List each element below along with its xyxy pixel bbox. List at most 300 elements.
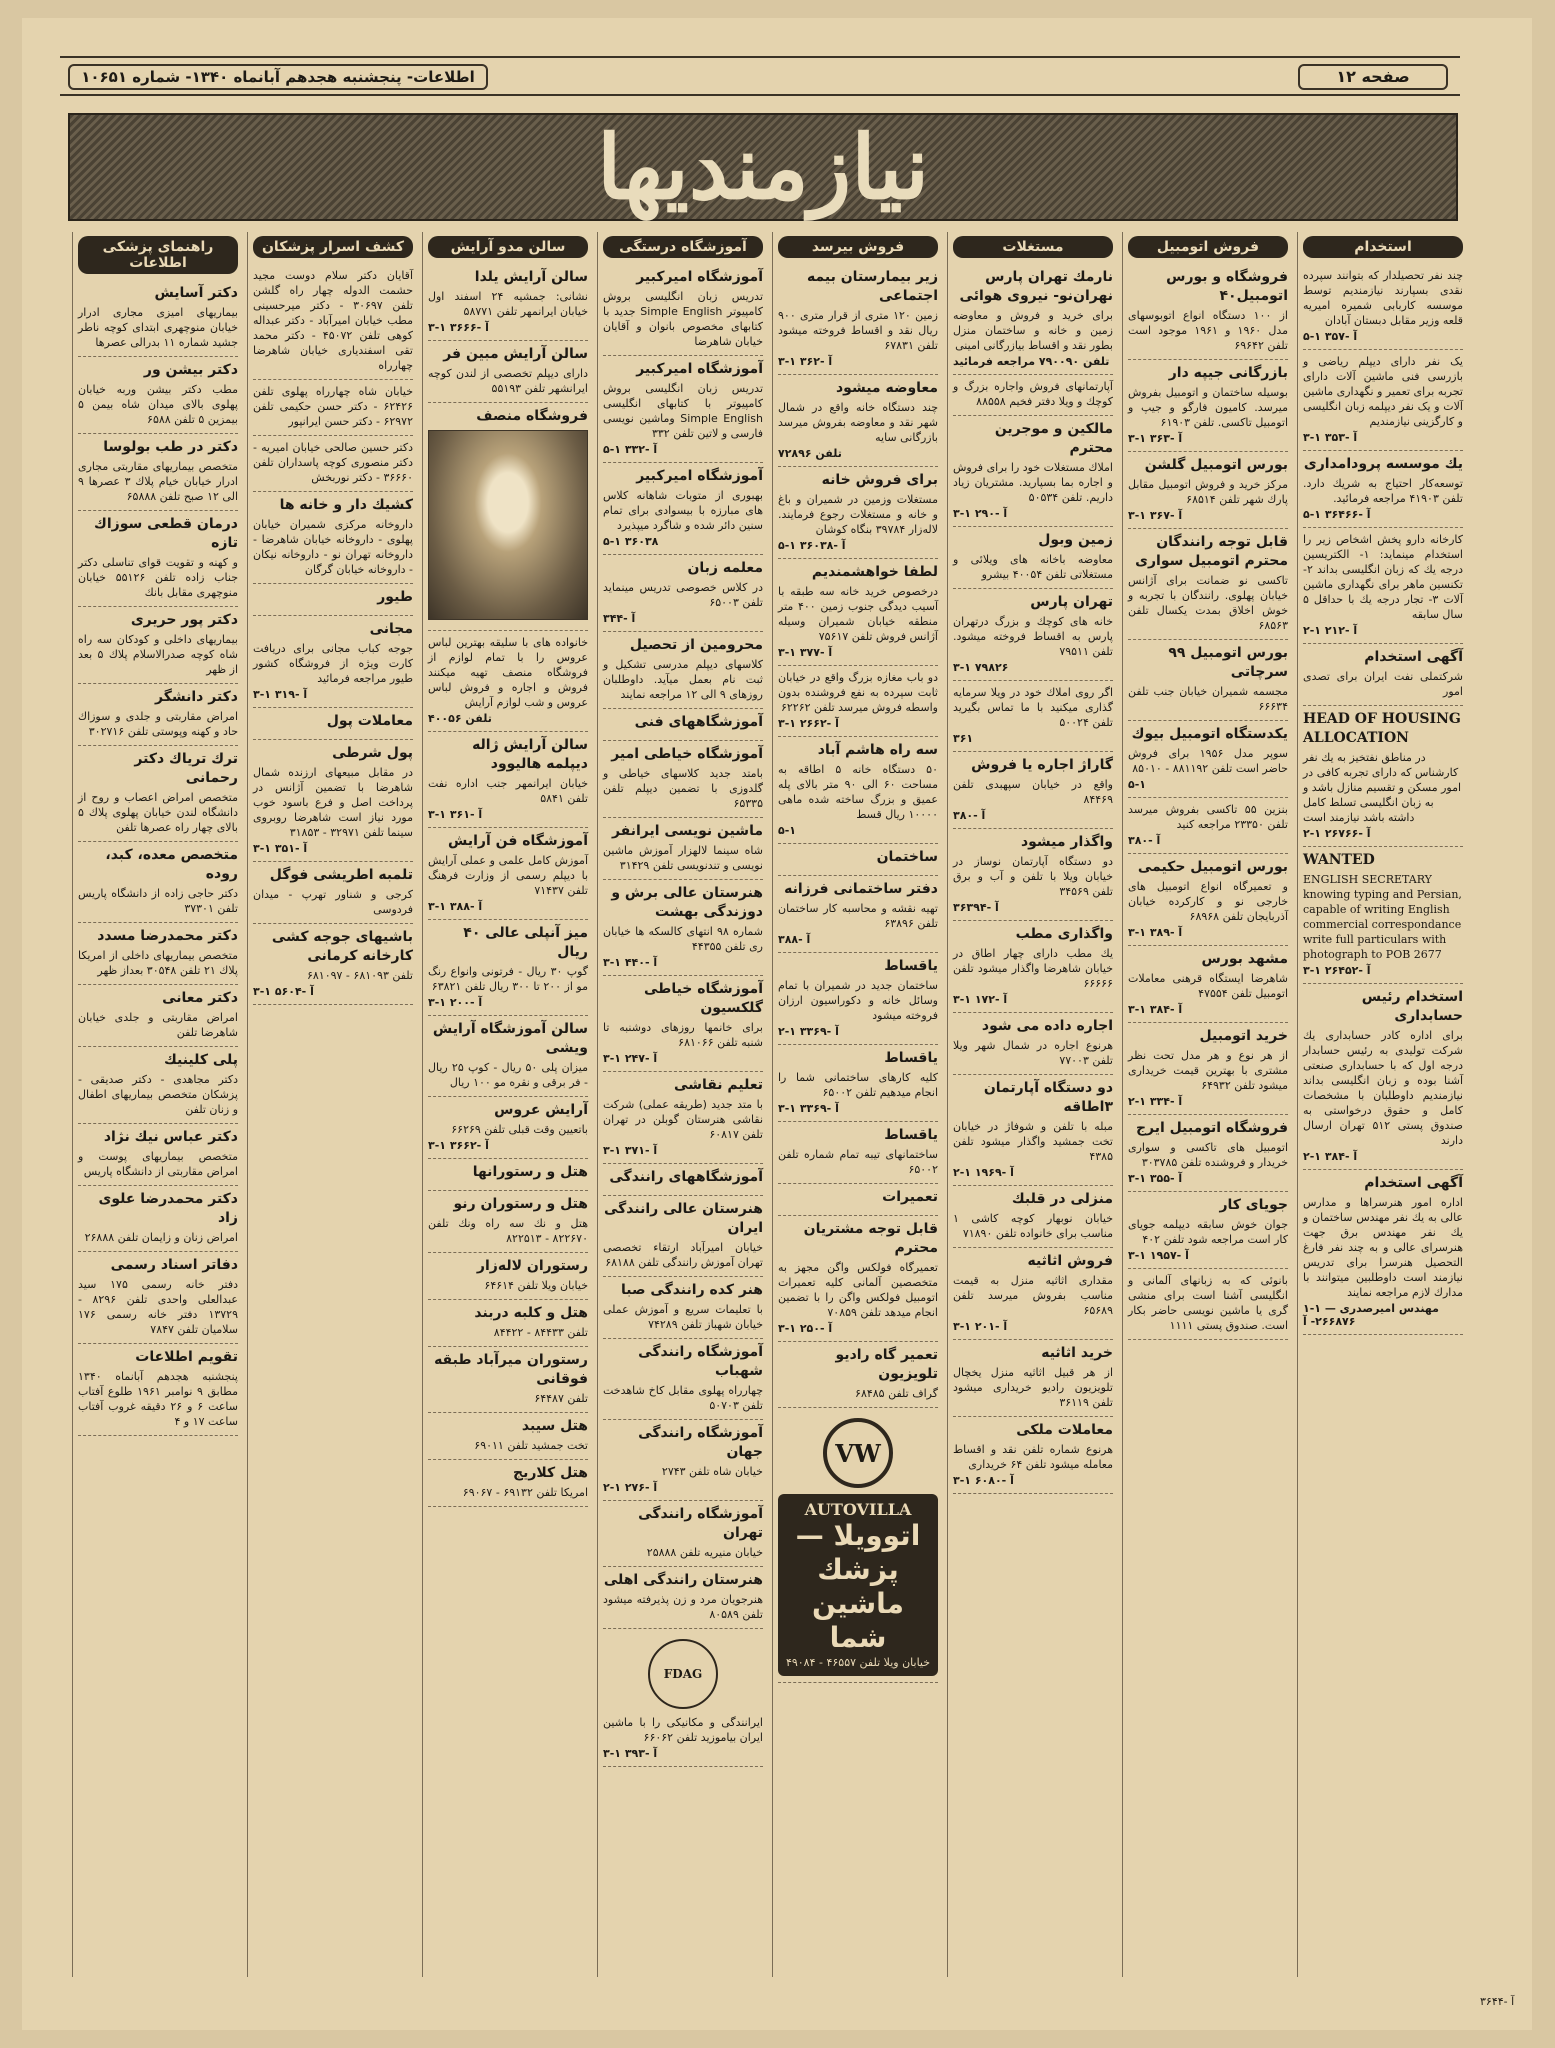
ad-text: بانوئی که به زبانهای آلمانی و انگلیسی آشنا است برای منشی گری یا ماشین نویسی حاضر بکار است. صندوق پستی ۱۱۱۱ xyxy=(1128,1274,1288,1332)
classified-ad xyxy=(1128,360,1288,452)
classified-ad xyxy=(953,1075,1113,1186)
ad-code: ۵-۱ ۳۶۴۶۶- آ xyxy=(1303,508,1371,521)
ad-title: معاملات ملکی xyxy=(1016,1422,1113,1438)
footer-mark: ۳۶۴۴- آ xyxy=(1480,1995,1515,2008)
ad-code: مهندس امیرصدری — ۱-۱ ۲۶۶۸۷۶- آ xyxy=(1303,1302,1439,1328)
ad-code: ۳-۱ ۳۱۹- آ xyxy=(253,688,308,701)
ad-title: اجاره داده می شود xyxy=(981,1018,1113,1034)
ad-title: یاقساط xyxy=(884,1050,938,1066)
ad-code: ۳-۱ ۲۶۴۵۲- آ xyxy=(1303,964,1371,977)
classified-ad xyxy=(603,1277,763,1339)
ad-title: سالن آرایش مبین فر xyxy=(443,346,588,362)
ad-text: هرنوع اجاره در شمال شهر ویلا تلفن ۷۷۰۰۳ xyxy=(953,1039,1113,1067)
classified-ad xyxy=(953,681,1113,752)
ad-columns xyxy=(68,232,1468,1977)
classified-ad xyxy=(778,1122,938,1184)
ad-text: امراض مقاربتی و جلدی خیابان شاهرضا تلفن xyxy=(78,1011,238,1039)
ad-text: خیابان نوبهار کوچه کاشی ۱ مناسب برای خانواده تلفن ۷۱۸۹۰ xyxy=(953,1212,1113,1240)
classified-ad xyxy=(953,1340,1113,1417)
column-heading: کشف اسرار پزشکان xyxy=(253,236,413,258)
ad-column xyxy=(947,232,1118,1977)
ad-text: کلاسهای دیپلم مدرسی تشکیل و ثبت نام بعمل میآید. داوطلبان روزهای ۹ الی ۱۲ مراجعه نمایند xyxy=(603,658,763,701)
ad-code: ۳-۱ ۳۷۷- آ xyxy=(778,646,833,659)
classified-ad xyxy=(1303,706,1463,847)
ad-text: تلفن ۸۴۴۳۳ - ۸۴۴۲۲ xyxy=(493,1326,588,1339)
classified-ad xyxy=(78,434,238,511)
ad-text: آموزش کامل علمی و عملی آرایش با دیپلم رسمی از وزارت فرهنگ تلفن ۷۱۴۳۷ xyxy=(428,854,588,897)
fdag-logo-icon: FDAG xyxy=(648,1639,718,1709)
classified-ad xyxy=(778,1045,938,1122)
ad-code: ۳-۱ ۲۰۰- آ xyxy=(428,996,483,1009)
ad-title: دفتر ساختمانی فرزانه xyxy=(784,881,938,897)
ad-text: تدریس زبان انگلیسی بروش کامپیوتر Simple English جدید با کتابهای مخصوص بانوان و آقایان خیابان شاهرضا xyxy=(603,290,763,348)
ad-text: داروخانه مرکزی شمیران خیابان پهلوی - داروخانه خیابان شاهرضا - داروخانه تهران نو - داروخانه نیکان - داروخانه خیابان گرگان xyxy=(253,518,413,576)
page-number: صفحه ۱۲ xyxy=(1298,64,1448,90)
classified-ad xyxy=(953,589,1113,681)
ad-text: هتل و نك سه راه ونك تلفن ۸۲۲۶۷۰ - ۸۲۲۵۱۳ xyxy=(428,1217,588,1245)
classified-ad xyxy=(428,732,588,828)
ad-title: مالکین و موجرین محترم xyxy=(994,421,1113,456)
ad-title: تقویم اطلاعات xyxy=(135,1349,238,1365)
classified-ad xyxy=(778,264,938,375)
ad-code: ۲-۱ ۳۳۶۹- آ xyxy=(778,1025,839,1038)
masthead-banner xyxy=(68,113,1458,221)
ad-code: ۳-۱ ۳۵۳- آ xyxy=(1303,431,1358,444)
ad-text: مبله با تلفن و شوفاژ در خیابان تخت جمشید واگذار میشود تلفن ۴۳۸۵ xyxy=(953,1120,1113,1163)
ad-code: ۳-۱ ۲۴۷- آ xyxy=(603,1052,658,1065)
classified-ad xyxy=(953,1248,1113,1340)
ad-column xyxy=(772,232,943,1977)
ad-text: امراض مقاربتی و جلدی و سوزاك حاد و کهنه وپوستی تلفن ۳۰۲۷۱۶ xyxy=(78,710,238,738)
classified-ad xyxy=(1303,644,1463,706)
classified-ad xyxy=(778,559,938,666)
ad-code: ۵-۱ ۳۳۲- آ xyxy=(603,443,658,456)
ad-text: کارخانه دارو پخش اشخاص زیر را استخدام مینماید: ۱- الکتریسین درجه یك که زبان انگلیسی بداند ۲- تکنسین ماهر برای نگهداری ماشین آلات ۳- تجار درجه یك با حداقل ۵ سال سابقه xyxy=(1303,533,1463,621)
ad-title: فروشگاه اتومبیل ایرج xyxy=(1135,1120,1288,1136)
ad-title: هنرستان عالی رانندگی ایران xyxy=(603,1201,763,1236)
classified-ad xyxy=(253,492,413,584)
classified-ad xyxy=(78,607,238,684)
ad-title: مشهد بورس xyxy=(1201,951,1288,967)
classified-ad xyxy=(428,1253,588,1300)
classified-ad xyxy=(78,1047,238,1124)
ad-title: منزلی در قلبك xyxy=(1011,1191,1113,1207)
ad-text: املاك مستغلات خود را برای فروش و اجاره بما بسپارید. مشتریان زیاد داریم. تلفن ۵۰۵۳۴ xyxy=(953,461,1113,504)
ad-code: ۳-۱ ۳۷۱- آ xyxy=(603,1144,658,1157)
ad-code: ۵-۱ xyxy=(1128,778,1146,791)
ad-title: بورس اتومبیل گلشن xyxy=(1144,457,1288,473)
ad-title: آموزشگاه خیاطی امیر xyxy=(611,746,763,762)
classified-ad xyxy=(253,924,413,1005)
volkswagen-logo-icon: VW xyxy=(823,1418,893,1488)
classified-ad xyxy=(78,923,238,985)
ad-text: بامتد جدید کلاسهای خیاطی و گلدوزی با تضمین دیپلم تلفن ۶۵۳۳۵ xyxy=(603,767,763,810)
classified-ad xyxy=(778,953,938,1045)
ad-title: نارمك تهران پارس نهران‌نو- نیروی هوائی xyxy=(959,269,1113,304)
ad-text: دارای دیپلم تخصصی از لندن کوچه ایرانشهر تلفن ۵۵۱۹۳ xyxy=(428,367,588,395)
ad-text: دکتر مجاهدی - دکتر صدیقی - پزشکان متخصص بیماریهای اطفال و زنان تلفن xyxy=(78,1073,238,1116)
classified-ad xyxy=(1128,640,1288,721)
ad-code: ۲-۱ ۲۱۲- آ xyxy=(1303,624,1358,637)
classified-ad xyxy=(953,829,1113,921)
ad-title: آگهی استخدام xyxy=(1364,1175,1463,1191)
ad-title: پول شرطی xyxy=(332,745,413,761)
classified-ad xyxy=(1128,452,1288,529)
ad-code: ۳-۱ ۲۵۰- آ xyxy=(778,1322,833,1335)
ad-text: معاوضه باخانه های ویلائی و مستغلاتی تلفن ۴۰۰۵۴ بیشرو xyxy=(953,553,1113,581)
ad-text: تهیه نقشه و محاسبه کار ساختمان تلفن ۶۳۸۹۶ xyxy=(778,902,938,930)
classified-ad xyxy=(428,1300,588,1347)
ad-title: واگذاری مطب xyxy=(1015,926,1113,942)
classified-ad xyxy=(953,1417,1113,1494)
ad-title: زمین وبول xyxy=(1038,532,1113,548)
autovilla-phone: خیابان ویلا تلفن ۴۶۵۵۷ - ۴۹۰۸۴ xyxy=(785,1656,931,1669)
column-heading: راهنمای پزشکی اطلاعات xyxy=(78,236,238,274)
ad-title: دکتر محمدرضا علوی زاد xyxy=(98,1191,238,1226)
classified-ad xyxy=(603,1164,763,1196)
ad-code: ۲-۱ ۱۹۶۹- آ xyxy=(953,1166,1014,1179)
ad-title: دکتر آسایش xyxy=(154,285,238,301)
ad-code: ۳-۱ ۳۵۵- آ xyxy=(1128,1172,1183,1185)
ad-title: دفاتر اسناد رسمی xyxy=(110,1257,238,1273)
classified-ad xyxy=(1128,264,1288,360)
ad-code: ۳-۱ ۵۶۰۴- آ xyxy=(253,985,314,998)
classified-ad xyxy=(778,375,938,467)
ad-code: تلفن ۷۹۰۰۹۰ مراجعه فرمائید xyxy=(953,355,1110,368)
ad-text: مقداری اثاثیه منزل به قیمت مناسب بفروش میرسد تلفن ۶۵۶۸۹ xyxy=(953,1274,1113,1317)
ad-title: فروش اثاثیه xyxy=(1027,1253,1113,1269)
ad-text: بیماریهای داخلی و کودکان سه راه شاه کوچه صدرالاسلام پلاك ۵ بعد از ظهر xyxy=(78,633,238,676)
ad-title: قابل توجه مشتریان محترم xyxy=(803,1221,938,1256)
classified-ad xyxy=(603,976,763,1072)
ad-title: درمان قطعی سوزاك تازه xyxy=(94,516,238,551)
ad-text: هرنوع شماره تلفن نقد و اقساط معامله میشود تلفن ۶۴ خریداری xyxy=(953,1443,1113,1471)
ad-title: یاقساط xyxy=(884,1127,938,1143)
ad-code: ۵-۱ ۳۵۷- آ xyxy=(1303,330,1358,343)
classified-ad xyxy=(1128,946,1288,1023)
ad-title: مجانی xyxy=(369,621,413,637)
ad-column xyxy=(1297,232,1468,1977)
ad-text: بوسیله ساختمان و اتومبیل بفروش میرسد. کامیون فارگو و جیپ و اتومبیل تاکسی. تلفن ۶۱۹۰۳ xyxy=(1128,386,1288,429)
classified-ad xyxy=(603,356,763,463)
classified-ad xyxy=(603,1339,763,1420)
ad-title: آموزشگاه امیرکبیر xyxy=(636,361,763,377)
ad-title: آموزشگاههای فنی xyxy=(634,714,763,730)
ad-code: ۳-۱ ۲۰۱- آ xyxy=(953,1320,1008,1333)
ad-code: ۳-۱ ۳۸۸- آ xyxy=(428,900,483,913)
column-heading: فروش اتومبیل xyxy=(1128,236,1288,258)
classified-ad xyxy=(78,1252,238,1344)
ad-code: ۳-۱ ۳۹۳- آ xyxy=(603,1747,658,1760)
ad-text: نشانی: جمشیه ۲۴ اسفند اول خیابان ایرانمهر تلفن ۵۸۷۷۱ xyxy=(428,290,588,318)
classified-ad xyxy=(428,1347,588,1413)
classified-ad xyxy=(78,1344,238,1436)
classified-ad xyxy=(253,616,413,708)
ad-title: دکتر بیشن ور xyxy=(143,362,238,378)
ad-text: از هر قبیل اثاثیه منزل یخچال تلویزیون رادیو خریداری میشود تلفن ۳۶۱۱۹ xyxy=(953,1366,1113,1409)
ad-title: دکتر محمدرضا مسدد xyxy=(97,928,238,944)
ad-text: بهبوری از متوبات شاهانه کلاس های مبارزه با بیسوادی برای تمام سنین دائر شده و شاگرد میپذیرد xyxy=(603,489,763,532)
ad-code: ۳۸۰- آ xyxy=(1128,834,1161,847)
ad-title: هنر کده رانندگی صبا xyxy=(621,1282,763,1298)
classified-ad xyxy=(253,708,413,740)
classified-ad xyxy=(603,1196,763,1277)
ad-code: ۲-۱ ۲۷۶- آ xyxy=(603,1481,658,1494)
classified-ad xyxy=(603,1567,763,1629)
classified-ad xyxy=(603,264,763,356)
classified-ad xyxy=(778,666,938,737)
ad-code: ۳-۱ ۳۸۹- آ xyxy=(1128,926,1183,939)
classified-ad xyxy=(1128,798,1288,854)
ad-text: متخصص بیماریهای پوست و امراض مقاربتی از دانشگاه پاریس xyxy=(78,1150,238,1178)
issue-line: اطلاعات- پنجشنبه هجدهم آبانماه ۱۳۴۰- شماره ۱۰۶۵۱ xyxy=(68,64,488,90)
ad-code: ۳۶۱ xyxy=(953,732,974,745)
ad-code: ۵-۱ ۳۶۰۳۸ xyxy=(603,535,659,548)
ad-text: سوپر مدل ۱۹۵۶ برای فروش حاضر است تلفن ۸۸۱۱۹۲ - ۸۵۰۱۰ xyxy=(1128,747,1288,775)
ad-title: بورس اتومبیل ۹۹ سرچاتی xyxy=(1168,645,1288,680)
column-heading: فروش بیرسد xyxy=(778,236,938,258)
classified-ad xyxy=(78,280,238,357)
classified-ad xyxy=(603,1501,763,1567)
ad-text: شاه سینما لالهزار آموزش ماشین نویسی و تندنویسی تلفن ۳۱۴۲۹ xyxy=(603,844,763,872)
ad-text: اگر روی املاك خود در ویلا سرمایه گذاری میکنید با ما تماس بگیرید تلفن ۵۰۰۲۴ xyxy=(953,686,1113,729)
classified-ad xyxy=(778,844,938,876)
ad-column xyxy=(422,232,593,1977)
ad-text: ایرانندگی و مکانیکی را با ماشین ایران بیاموزید تلفن ۶۶۰۶۲ xyxy=(603,1716,763,1744)
ad-title: معاوضه میشود xyxy=(835,380,938,396)
ad-text: تلفن ۶۴۴۸۷ xyxy=(534,1392,588,1405)
classified-ad xyxy=(778,1342,938,1408)
ad-text: امریکا تلفن ۶۹۱۳۲ - ۶۹۰۶۷ xyxy=(462,1486,588,1499)
ad-title: تهران پارس xyxy=(1030,594,1113,610)
ad-title: استخدام رئیس حسابداری xyxy=(1361,989,1463,1024)
ad-code: ۲-۱ ۲۶۷۶۶- آ xyxy=(1303,827,1371,840)
classified-ad xyxy=(953,375,1113,416)
bride-photo xyxy=(428,430,588,620)
ad-title: آرایش عروس xyxy=(494,1102,588,1118)
ad-code: ۲-۱ ۳۳۴- آ xyxy=(1128,1095,1183,1108)
classified-ad xyxy=(428,1460,588,1507)
classified-ad xyxy=(603,1420,763,1501)
ad-text: ۵۰ دستگاه خانه ۵ اطاقه به مساحت ۶۰ الی ۹۰ متر بالای پله عمیق و بزرگ ساخته شده ماهی ۱۰۰۰۰ ریال قسط xyxy=(778,763,938,821)
ad-text: جوجه کباب مجانی برای دریافت کارت ویژه از فروشگاه کشور طیور مراجعه فرمائید xyxy=(253,642,413,685)
classified-ad xyxy=(1303,350,1463,451)
ad-title: فروشگاه منصف xyxy=(476,408,588,424)
classified-ad xyxy=(953,1013,1113,1075)
ad-text: بنزین ۵۵ تاکسی بفروش میرسد تلفن ۲۳۳۵۰ مراجعه کنید xyxy=(1128,803,1288,831)
classified-ad xyxy=(778,1184,938,1216)
ad-text: واقع در خیابان سپهبدی تلفن ۸۴۴۶۹ xyxy=(953,778,1113,806)
ad-text: درخصوص خرید خانه سه طبقه با آسیب دیدگی جنوب زمین ۴۰۰ متر منطقه خیابان شمیران وسیله آژانس فروش تلفن ۷۵۶۱۷ xyxy=(778,585,939,643)
ad-text: ساختمان جدید در شمیران با تمام وسائل خانه و دکوراسیون ارزان فروخته میشود xyxy=(778,979,938,1022)
ad-text: تخت جمشید تلفن ۶۹۰۱۱ xyxy=(474,1439,588,1452)
ad-text: خیابان ایرانمهر جنب اداره نفت تلفن ۵۸۴۱ xyxy=(428,777,588,805)
ad-title: آموزشگاه فن آرایش xyxy=(448,833,588,849)
ad-code: ۳-۱ ۳۳۶۹- آ xyxy=(778,1102,839,1115)
ad-title: آموزشگاه خیاطی گلکسیون xyxy=(643,981,763,1016)
ad-text: چند نفر تحصیلدار که بتوانند سپرده نقدی بسپارند نیازمندیم توسط موسسه کاربابی شمیره امیریه قلعه وزیر مقابل دبستان آبادان xyxy=(1303,269,1463,327)
ad-title: هنرستان عالی برش و دوزندگی بهشت xyxy=(611,885,763,920)
ad-title: WANTED xyxy=(1303,852,1375,868)
ad-title: خرید اتومبیل xyxy=(1199,1028,1288,1044)
classified-ad xyxy=(778,737,938,844)
ad-title: هتل سیبد xyxy=(521,1418,588,1434)
classified-ad xyxy=(78,684,238,746)
ad-text: کرجی و شناور تهرپ - میدان فردوسی xyxy=(253,888,413,916)
ad-code: ۲-۱ ۳۸۴- آ xyxy=(1303,1150,1358,1163)
ad-text: هنرجویان مرد و زن پذیرفته میشود تلفن ۸۰۵۸۹ xyxy=(603,1593,763,1621)
ad-title: آموزشگاه رانندگی جهان xyxy=(638,1425,763,1460)
ad-text: دو باب مغازه بزرگ واقع در خیابان ثابت سپرده به نفع فروشنده بدون واسطه فروش میرسد تلفن ۶۲۲۶۲ xyxy=(778,671,938,714)
ad-text: گراف تلفن ۶۸۴۸۵ xyxy=(855,1387,938,1400)
ad-title: متخصص معده، کبد، روده xyxy=(105,847,238,882)
ad-code: ۵-۱ xyxy=(778,824,796,837)
classified-ad xyxy=(78,1186,238,1252)
ad-code: ۳-۱ ۳۶۳- آ xyxy=(1128,432,1183,445)
ad-text: دفتر خانه رسمی ۱۷۵ سید عبدالعلی واحدی تلفن ۸۲۹۶ - ۱۳۷۲۹ دفتر خانه رسمی ۱۷۶ سلامیان تلفن ۷۸۴۷ xyxy=(78,1278,239,1336)
classified-ad xyxy=(428,920,588,1016)
classified-ad xyxy=(953,921,1113,1013)
classified-ad xyxy=(1303,1170,1463,1335)
ad-text: شرکتملی نفت ایران برای تصدی امور xyxy=(1303,670,1463,698)
ad-code: ۳-۱ ۱۷۲- آ xyxy=(953,993,1008,1006)
ad-title: طیور xyxy=(377,589,413,605)
classified-ad xyxy=(778,876,938,953)
ad-code: ۳-۱ ۱۹۵۷- آ xyxy=(1128,1249,1189,1262)
ad-title: زیر بیمارستان بیمه اجتماعی xyxy=(807,269,938,304)
ad-title: هنرستان رانندگی اهلی xyxy=(603,1572,763,1588)
ad-title: هتل و رستوران رنو xyxy=(453,1196,588,1212)
ad-text: خیابان امیرآباد ارتقاء تخصصی تهران آموزش رانندگی تلفن ۶۸۱۸۸ xyxy=(603,1241,763,1269)
page-title: نیازمندیها xyxy=(596,115,930,219)
ad-code: ۳-۱ ۳۶۷- آ xyxy=(1128,509,1183,522)
ad-code: ۳-۱ ۳۶۶۶- آ xyxy=(428,321,489,334)
ad-code: ۳-۱ ۷۹۸۲۶ xyxy=(953,661,1009,674)
ad-text: متخصص امراض اعصاب و روح از دانشگاه لندن خیابان پهلوی پلاك ۵ بالای چهار راه عصرها تلفن xyxy=(78,791,238,834)
ad-title: آموزشگاه امیرکبیر xyxy=(636,269,763,285)
classified-ad xyxy=(778,1216,938,1342)
ad-text: پنجشنبه هجدهم آبانماه ۱۳۴۰ مطابق ۹ نوامبر ۱۹۶۱ طلوع آفتاب ساعت ۶ و ۲۶ دقیقه غروب آفتاب ساعت ۱۷ و ۴ xyxy=(78,1370,239,1428)
ad-text: اداره امور هنرسراها و مدارس عالی به یك نفر مهندس ساختمان و یك نفر مهندس برق جهت هنرسرای عالی و به چند نفر فارغ التحصیل هنرسرا برای تدریس نیازمند است داوطلبین میتوانند با مدارك لازم مراجعه نمایند xyxy=(1303,1196,1463,1299)
ad-text: ساختمانهای تیبه تمام شماره تلفن ۶۵۰۰۲ xyxy=(778,1148,938,1176)
ad-text: ENGLISH SECRETARY knowing typing and Persian, capable of writing English commercial correspondance write full particulars with photograph to POB 2677 xyxy=(1303,873,1462,961)
ad-text: و تعمیرگاه انواع اتومبیل های خارجی نو و کارکرده خیابان آذربایجان تلفن ۶۸۹۶۸ xyxy=(1128,880,1288,923)
ad-text: در کلاس خصوصی تدریس مینماید تلفن ۶۵۰۰۳ xyxy=(603,581,763,609)
ad-code: ۳-۱ ۲۶۶۲- آ xyxy=(778,717,839,730)
ad-title: تعمیرات xyxy=(882,1189,938,1205)
classified-ad xyxy=(428,1191,588,1253)
ad-text: از هر نوع و هر مدل تحت نظر مشتری با بهترین قیمت خریداری میشود تلفن ۶۴۹۳۲ xyxy=(1128,1049,1288,1092)
classified-ad xyxy=(253,436,413,492)
column-heading: سالن مدو آرایش xyxy=(428,236,588,258)
ad-title: آموزشگاه رانندگی شهباب xyxy=(638,1344,763,1379)
ad-code: ۳۸۰- آ xyxy=(953,809,986,822)
ad-title: برای فروش خانه xyxy=(821,472,938,488)
ad-text: خیابان منیریه تلفن ۲۵۸۸۸ xyxy=(646,1546,763,1559)
classified-ad xyxy=(1303,984,1463,1170)
ad-text: مطب دکتر بیشن وربه خیابان پهلوی بالای میدان شاه بیمن ۵ بیمزین ۵ تلفن ۶۵۸۸ xyxy=(78,383,238,426)
ad-text: اتومبیل های تاکسی و سواری خریدار و فروشنده تلفن ۳۰۳۷۸۵ xyxy=(1128,1141,1288,1169)
classified-ad xyxy=(603,463,763,555)
ad-title: دکتر پور حریری xyxy=(130,612,238,628)
ad-text: دکتر حاجی زاده از دانشگاه پاریس تلفن ۳۷۳۰۱ xyxy=(78,887,238,915)
classified-ad xyxy=(1128,1192,1288,1269)
ad-text: بیماریهای امیزی مجاری ادرار خیابان منوچهری ابتدای کوچه ناطر جشید شماره ۱۱ بدرالی عصرها xyxy=(78,306,238,349)
ad-text: تاکسی نو ضمانت برای آژانس خیابان پهلوی. رانندگان با تجربه و خوش اخلاق بمدت یکسال تلفن ۶۸۵۶۳ xyxy=(1128,574,1288,632)
ad-text: در مناطق نفتخیز به یك نفر کارشناس که دارای تجربه کافی در امور مسکن و تقسیم منازل باشد و به زبان انگلیسی تسلط کامل داشته باشد نیازمند است xyxy=(1303,751,1462,824)
ad-title: سالن آموزشگاه آرایش ویشی xyxy=(432,1021,588,1056)
ad-text: کلیه کارهای ساختمانی شما را انجام میدهیم تلفن ۶۵۰۰۲ xyxy=(778,1071,938,1099)
classified-ad xyxy=(253,264,413,380)
ad-text: برای خرید و فروش و معاوضه زمین و خانه و ساختمان منزل بطور نقد و اقساط بیازرگانی امینی xyxy=(953,309,1113,352)
ad-title: ساختمان xyxy=(876,849,938,865)
ad-text: یک نفر دارای دیپلم ریاضی و بازرسی فنی ماشین آلات دارای تجربه برای تعمیر و نگهداری ماشین آلات و یک نفر دیپلمه زبان انگلیسی و کارگزینی نیازمندیم xyxy=(1302,355,1463,428)
ad-column xyxy=(597,232,768,1977)
ad-text: چند دستگاه خانه واقع در شمال شهر نقد و معاوضه بفروش میرسد بازرگانی سایه xyxy=(778,401,938,444)
autovilla-title: AUTOVILLA xyxy=(804,1500,912,1519)
ad-text: میزان پلی ۵۰ ریال - کوپ ۲۵ ریال - فر برقی و نقره مو ۱۰۰ ریال xyxy=(428,1061,589,1089)
classified-ad xyxy=(1128,721,1288,798)
classified-ad xyxy=(428,341,588,403)
ad-title: تعمیر گاه رادیو تلویزیون xyxy=(835,1347,938,1382)
header-strip xyxy=(60,56,1460,96)
ad-title: رستوران میرآباد طبقه فوقانی xyxy=(434,1352,588,1387)
ad-title: خرید اثاثیه xyxy=(1041,1345,1113,1361)
ad-text: دو دستگاه آپارتمان نوساز در خیابان ویلا با تلفن و آب و برق تلفن ۳۴۵۶۹ xyxy=(953,855,1113,898)
classified-ad xyxy=(603,741,763,818)
classified-ad xyxy=(1128,1023,1288,1115)
ad-title: هتل و رستورانها xyxy=(472,1164,588,1180)
classified-ad xyxy=(428,403,588,631)
ad-column xyxy=(72,232,243,1977)
classified-ad xyxy=(428,1016,588,1097)
ad-code: ۳-۱ ۳۸۴- آ xyxy=(1128,1003,1183,1016)
ad-title: معلمه زبان xyxy=(687,560,763,576)
ad-title: آگهی استخدام xyxy=(1364,649,1463,665)
ad-code: ۳-۱ ۳۶۲- آ xyxy=(778,355,833,368)
ad-title: تعلیم نقاشی xyxy=(674,1077,763,1093)
ad-text: زمین ۱۲۰ متری از قرار متری ۹۰۰ ریال نقد و اقساط فروخته میشود تلفن ۶۷۸۳۱ xyxy=(778,309,938,352)
classified-ad xyxy=(428,264,588,341)
classified-ad xyxy=(253,862,413,924)
classified-ad xyxy=(1303,264,1463,350)
classified-ad xyxy=(1128,854,1288,946)
ad-title: قابل توجه رانندگان محترم اتومبیل سواری xyxy=(1135,534,1288,569)
ad-title: بازرگانی جیپه دار xyxy=(1168,365,1288,381)
classified-ad xyxy=(603,1072,763,1164)
ad-text: تدریس زبان انگلیسی بروش کامپیوتر با کتابهای انگلیسی Simple English وماشین نویسی فارسی و لاتین تلفن ۳۳۲ xyxy=(603,382,763,440)
ad-title: محرومین از تحصیل xyxy=(629,637,763,653)
classified-ad xyxy=(953,752,1113,829)
classified-ad xyxy=(78,511,238,607)
ad-text: جوان خوش سابقه دیپلمه جویای کار است مراجعه شود تلفن ۴۰۲ xyxy=(1128,1218,1288,1246)
ad-title: آموزشگاه رانندگی تهران xyxy=(638,1506,763,1541)
ad-text: گوپ ۳۰ ریال - فرتونی وانواع رنگ مو از ۲۰۰ تا ۳۰۰ ریال تلفن ۶۳۸۲۱ xyxy=(428,965,588,993)
ad-code: ۳-۱ ۳۶۶۲- آ xyxy=(428,1139,489,1152)
classified-ad xyxy=(428,1097,588,1159)
ad-text: آقایان دکتر سلام دوست مجید حشمت الدوله چهار راه گلشن تلفن ۳۰۶۹۷ - دکتر میرحسینی مطب خیابان امیرآباد - دکتر عبداله کوهی تلفن ۴۵۰۷۲ - دکتر محمد تقی اسفندیاری خیابان شاهرضا چهارراه xyxy=(253,269,413,372)
autovilla-text: اتوویلا — پزشك ماشین شما xyxy=(795,1519,921,1654)
ad-title: دکتر عباس نیك نژاد xyxy=(103,1129,238,1145)
ad-text: از ۱۰۰ دستگاه انواع اتوبوسهای مدل ۱۹۶۰ و ۱۹۶۱ موجود است تلفن ۶۹۶۴۲ xyxy=(1128,309,1288,352)
ad-text: تعمیرگاه فولکس واگن مجهز به متخصصین آلمانی کلیه تعمیرات اتومبیل فولکس واگن را با تضمین انجام میدهد تلفن ۷۰۸۵۹ xyxy=(778,1261,938,1319)
ad-text: خیابان شاه تلفن ۲۷۴۳ xyxy=(661,1465,763,1478)
ad-code: ۳۶۳۹۴- آ xyxy=(953,901,999,914)
ad-title: بورس اتومبیل حکیمی xyxy=(1137,859,1288,875)
classified-ad xyxy=(603,818,763,880)
ad-text: خیابان ویلا تلفن ۶۴۶۱۴ xyxy=(484,1279,588,1292)
ad-code: ۳-۱ ۶۰۸۰- آ xyxy=(953,1474,1014,1487)
